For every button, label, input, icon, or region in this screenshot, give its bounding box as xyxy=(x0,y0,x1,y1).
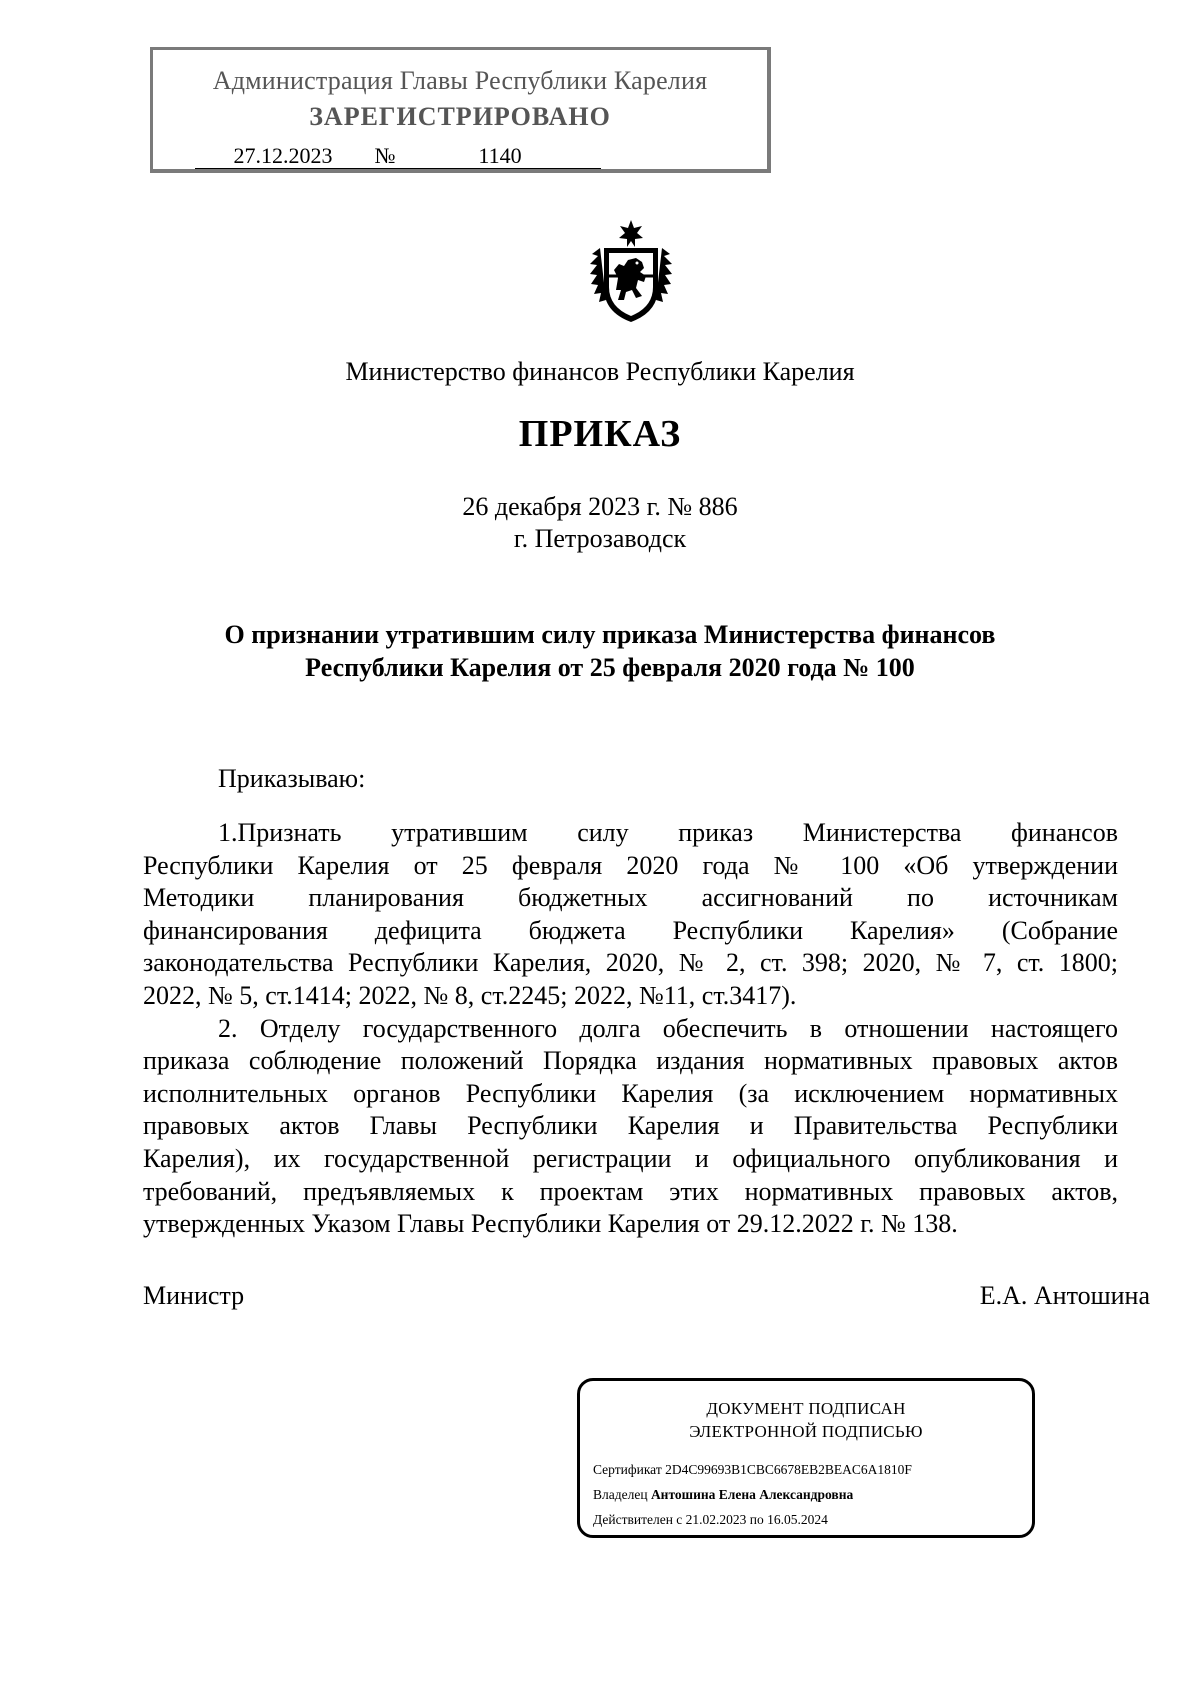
body-line: утвержденных Указом Главы Республики Карелия от 29.12.2022 г. № 138. xyxy=(143,1209,958,1239)
registration-number: 1140 xyxy=(399,144,601,169)
body-line: финансирования дефицита бюджета Республики Карелия» (Собрание xyxy=(143,915,1118,945)
document-title: ПРИКАЗ xyxy=(518,413,682,455)
esig-certificate-label: Сертификат xyxy=(593,1462,662,1477)
esig-heading: ЭЛЕКТРОННОЙ ПОДПИСЬЮ xyxy=(689,1422,923,1441)
subject-line: О признании утратившим силу приказа Министерства финансов xyxy=(224,620,996,649)
document-subject xyxy=(180,618,1040,684)
body-line: требований, предъявляемых к проектам этих нормативных правовых актов, xyxy=(143,1176,1118,1206)
esig-owner-value: Антошина Елена Александровна xyxy=(650,1487,854,1502)
registration-number-label: № xyxy=(371,144,399,169)
body-line: Карелия), их государственной регистрации и официального опубликования и xyxy=(143,1143,1118,1173)
signer-name: Е.А. Антошина xyxy=(979,1281,1150,1310)
document-date-number: 26 декабря 2023 г. № 886 xyxy=(462,492,738,521)
registration-status: ЗАРЕГИСТРИРОВАНО xyxy=(309,102,611,131)
body-line: Республики Карелия от 25 февраля 2020 года № 100 «Об утверждении xyxy=(143,850,1118,880)
body-line: Методики планирования бюджетных ассигнований по источникам xyxy=(143,883,1118,913)
esig-valid-from-label: Действителен с xyxy=(593,1512,683,1527)
body-line: 2. Отделу государственного долга обеспечить в отношении настоящего xyxy=(218,1013,1118,1043)
ministry-name: Министерство финансов Республики Карелия xyxy=(345,357,855,386)
body-line: исполнительных органов Республики Карелия (за исключением нормативных xyxy=(143,1078,1118,1108)
registration-authority: Администрация Главы Республики Карелия xyxy=(212,66,708,95)
esig-validity xyxy=(593,1512,1023,1528)
esig-valid-from: 21.02.2023 xyxy=(685,1512,747,1527)
orders-word: Приказываю: xyxy=(218,764,366,793)
esig-heading: ДОКУМЕНТ ПОДПИСАН xyxy=(706,1399,906,1418)
body-line: 2022, № 5, ст.1414; 2022, № 8, ст.2245; 2022, №11, ст.3417). xyxy=(143,980,797,1010)
body-line: приказа соблюдение положений Порядка издания нормативных правовых актов xyxy=(143,1046,1118,1076)
electronic-signature-stamp xyxy=(577,1378,1035,1538)
body-line: законодательства Республики Карелия, 2020, № 2, ст. 398; 2020, № 7, ст. 1800; xyxy=(143,948,1118,978)
body-line: 1.Признать утратившим силу приказ Министерства финансов xyxy=(218,818,1118,847)
esig-certificate-value: 2D4C99693B1CBC6678EB2BEAC6A1810F xyxy=(665,1462,912,1477)
esig-certificate xyxy=(593,1462,1023,1478)
signer-position: Министр xyxy=(143,1281,245,1310)
registration-date: 27.12.2023 xyxy=(195,144,371,169)
document-body xyxy=(143,817,1118,1241)
esig-owner-label: Владелец xyxy=(593,1487,648,1502)
registration-stamp xyxy=(150,47,771,173)
body-line: правовых актов Главы Республики Карелия и Правительства Республики xyxy=(143,1111,1118,1141)
subject-line: Республики Карелия от 25 февраля 2020 года № 100 xyxy=(305,653,915,682)
document-city: г. Петрозаводск xyxy=(513,524,687,553)
karelia-coat-of-arms-icon xyxy=(586,218,676,326)
esig-owner xyxy=(593,1487,1023,1503)
esig-valid-to-label: по xyxy=(749,1512,764,1527)
esig-valid-to: 16.05.2024 xyxy=(767,1512,828,1527)
